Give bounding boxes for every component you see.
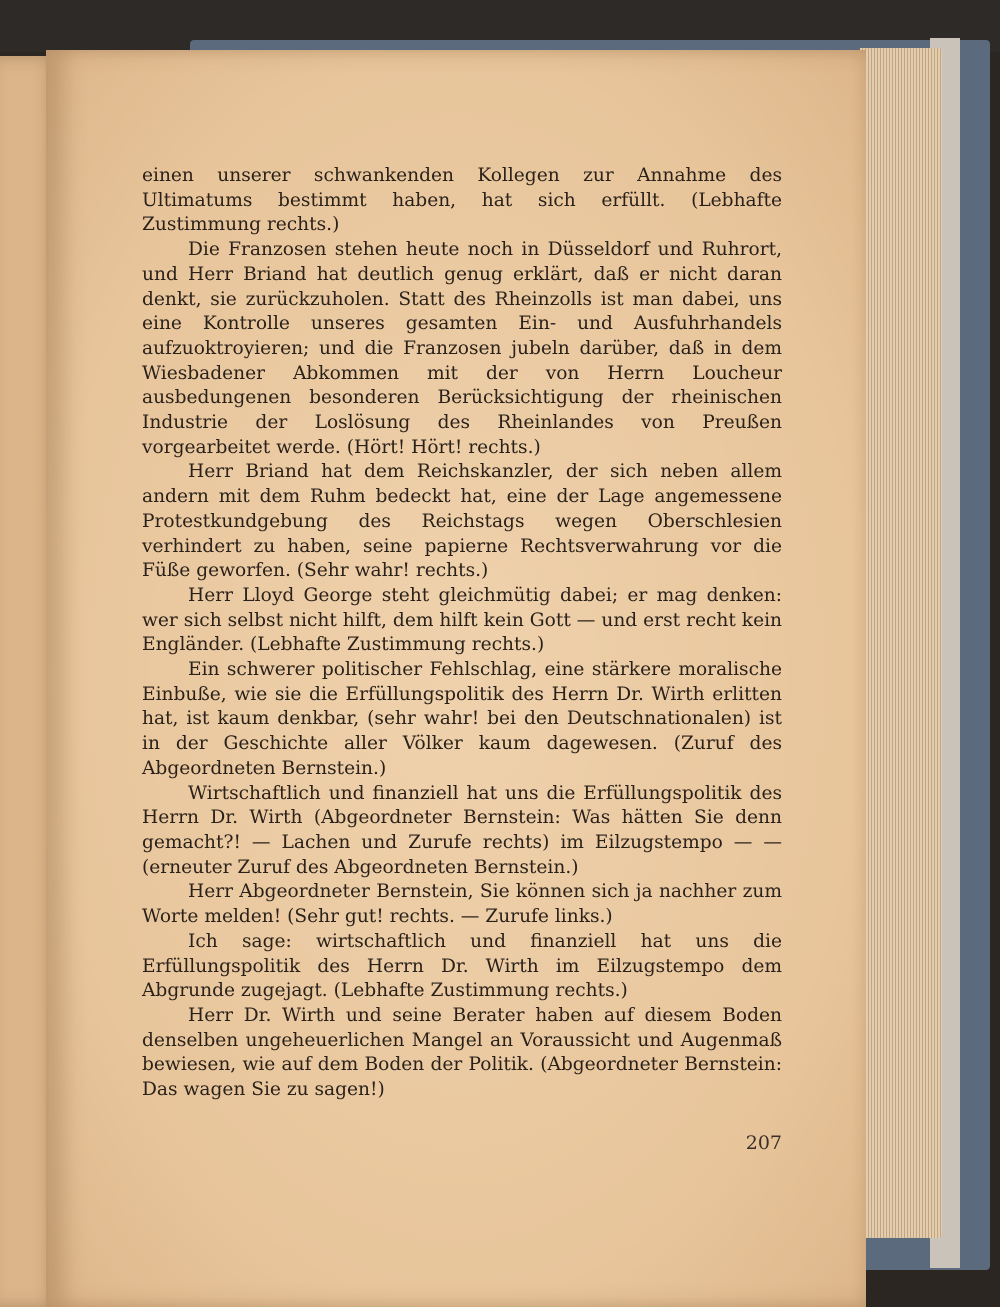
paragraph: Ich sage: wirtschaftlich und finanziell hat uns die Erfüllungspolitik des Herrn Dr. Wirth im Eilzugstempo dem Abgrunde zugejagt. (Lebhafte Zustimmung rechts.) — [142, 930, 782, 1002]
paragraph: Herr Briand hat dem Reichskanzler, der sich neben allem andern mit dem Ruhm bedeckt hat, eine der Lage angemessene Protestkundgebung des Reichstags wegen Oberschlesien verhindert zu haben, seine papierne Rechtsverwahrung vor die Füße geworfen. (Sehr wahr! rechts.) — [142, 461, 782, 582]
page-number: 207 — [745, 1132, 782, 1154]
paragraph: Ein schwerer politischer Fehlschlag, eine stärkere moralische Einbuße, wie sie die Erfüllungspolitik des Herrn Dr. Wirth erlitten hat, ist kaum denkbar, (sehr wahr! bei den Deutschnationalen) ist in der Geschichte aller Völker kaum dagewesen. (Zuruf des Abgeordneten Bernstein.) — [142, 659, 782, 779]
paragraph: Wirtschaftlich und finanziell hat uns die Erfüllungspolitik des Herrn Dr. Wirth (Abgeordneter Bernstein: Was hätten Sie denn gemacht?! — Lachen und Zurufe rechts) im Eilzugstempo — — (erneuter Zuruf des Abgeordneten Bernstein.) — [142, 782, 782, 878]
body-text — [142, 164, 782, 1103]
paragraph: Herr Lloyd George steht gleichmütig dabei; er mag denken: wer sich selbst nicht hilft, dem hilft kein Gott — und erst recht kein Engländer. (Lebhafte Zustimmung rechts.) — [142, 584, 782, 656]
paragraph: Herr Dr. Wirth und seine Berater haben auf diesem Boden denselben ungeheuerlichen Mangel an Voraussicht und Augenmaß bewiesen, wie auf dem Boden der Politik. (Abgeordneter Bernstein: Das wagen Sie zu sagen!) — [142, 1004, 782, 1101]
book-page — [46, 50, 866, 1307]
page-edges — [860, 48, 942, 1238]
paragraph: Herr Abgeordneter Bernstein, Sie können sich ja nachher zum Worte melden! (Sehr gut! rechts. — Zurufe links.) — [142, 881, 782, 928]
paragraph: einen unserer schwankenden Kollegen zur Annahme des Ultimatums bestimmt haben, hat sich erfüllt. (Lebhafte Zustimmung rechts.) — [142, 165, 782, 236]
paragraph: Die Franzosen stehen heute noch in Düsseldorf und Ruhrort, und Herr Briand hat deutlich genug erklärt, daß er nicht daran denkt, sie zurückzuholen. Statt des Rheinzolls ist man dabei, uns eine Kontrolle unseres gesamten Ein- und Ausfuhrhandels aufzuoktroyieren; und die Franzosen jubeln darüber, daß in dem Wiesbadener Abkommen mit der von Herrn Loucheur ausbedungenen besonderen Berücksichtigung der rheinischen Industrie der Loslösung des Rheinlandes von Preußen vorgearbeitet werde. (Hört! Hört! rechts.) — [142, 239, 782, 458]
